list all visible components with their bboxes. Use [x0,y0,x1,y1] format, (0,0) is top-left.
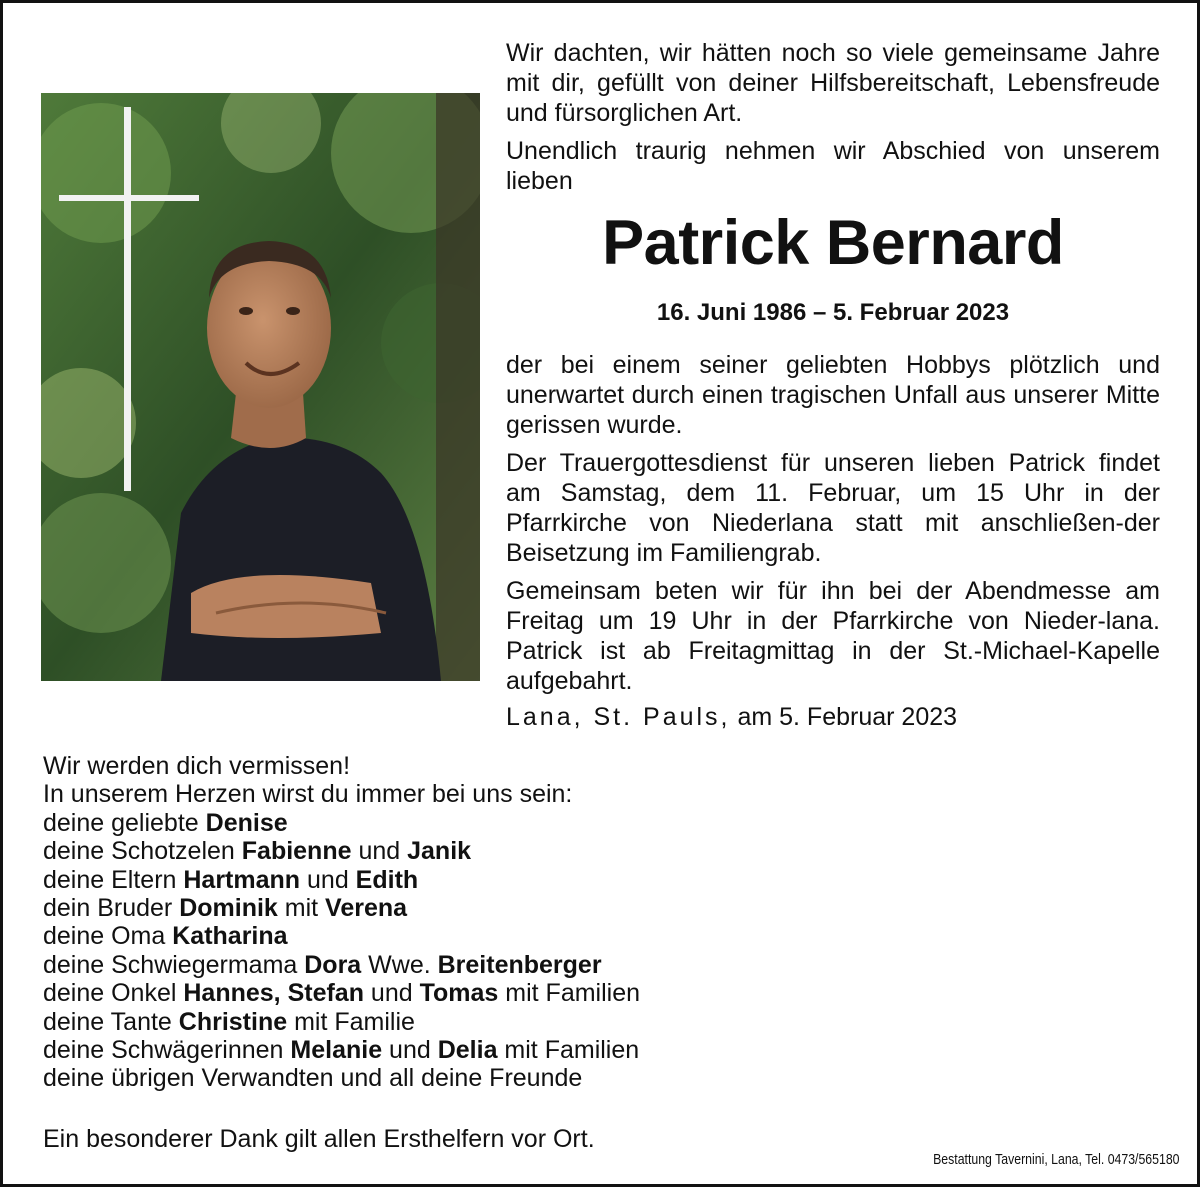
portrait-image [41,93,480,681]
mourner-name: Hartmann [183,865,301,894]
mourner-line [43,1008,1043,1036]
mourner-line [43,922,1043,950]
mourner-line [43,1064,1043,1092]
heart-line: In unserem Herzen wirst du immer bei uns sein: [43,780,573,809]
mourner-name: Katharina [172,922,288,951]
cross-vertical [124,107,131,491]
place-date-text: am 5. Februar 2023 [730,703,958,731]
mourner-line [43,894,1043,922]
body-text [506,350,1160,696]
mourner-line [43,809,1043,837]
mourner-text: mit Familien [498,979,641,1008]
deceased-name: Patrick Bernard [602,208,1064,278]
mourner-text: deine Onkel [43,979,184,1008]
mourner-text: mit Familien [497,1036,640,1065]
mourner-text: deine Schwiegermama [43,950,305,979]
mourner-name: Janik [407,837,472,866]
mourner-name: Verena [325,894,408,923]
farewell-line: Wir werden dich vermissen! [43,752,351,780]
cross-horizontal [59,195,199,201]
thanks-note: Ein besonderer Dank gilt allen Ersthelfern vor Ort. [43,1125,595,1153]
mourner-text: und [300,865,356,894]
mourner-line [43,1036,1043,1064]
mourners-lines [43,809,1043,1093]
place-location: Lana, St. Pauls, [506,703,731,731]
intro-paragraph-1: Wir dachten, wir hätten noch so viele gemeinsame Jahre mit dir, gefüllt von deiner Hilfsbereitschaft, Lebensfreude und fürsorglichen Art. [506,39,1160,127]
mourner-text: mit Familie [287,1007,415,1036]
body-paragraph-3: Gemeinsam beten wir für ihn bei der Abendmesse am Freitag um 19 Uhr in der Pfarrkirche von Nieder-lana. Patrick ist ab Freitagmittag in der St.-Michael-Kapelle aufgebahrt. [506,577,1160,695]
mourner-name: Breitenberger [437,950,602,979]
mourner-line [43,979,1043,1007]
mourner-name: Fabienne [241,837,352,866]
mourner-text: deine Tante [43,1007,179,1036]
mourner-name: Tomas [419,979,499,1008]
mourner-line [43,951,1043,979]
mourner-text: dein Bruder [43,894,180,923]
mourner-text: deine Schotzelen [43,837,242,866]
mourner-text: deine Schwägerinnen [43,1036,291,1065]
mourner-text: deine Oma [43,922,173,951]
intro-paragraph-2: Unendlich traurig nehmen wir Abschied von unserem lieben [506,137,1160,195]
mourner-name: Denise [205,808,288,837]
place-date [506,702,957,732]
mourner-text: und [351,837,408,866]
body-paragraph-1: der bei einem seiner geliebten Hobbys plötzlich und unerwartet durch einen tragischen Unfall aus unserer Mitte gerissen wurde. [506,351,1160,439]
mourner-name: Hannes, Stefan [183,979,364,1008]
mourner-line [43,866,1043,894]
body-paragraph-2: Der Trauergottesdienst für unseren lieben Patrick findet am Samstag, dem 11. Februar, um 15 Uhr in der Pfarrkirche von Niederlana statt mit anschließen-der Beisetzung im Familiengrab. [506,449,1160,567]
undertaker-credit: Bestattung Tavernini, Lana, Tel. 0473/565180 [933,1151,1180,1168]
mourner-name: Christine [178,1007,288,1036]
intro-text [506,38,1160,196]
mourner-text: und [382,1036,438,1065]
mourners-list [43,752,1043,1093]
mourner-text: mit [277,894,326,923]
mourner-line [43,837,1043,865]
mourner-name: Delia [437,1036,498,1065]
life-dates: 16. Juni 1986 – 5. Februar 2023 [656,299,1010,326]
mourner-text: deine übrigen Verwandten und all deine Freunde [43,1064,583,1093]
mourner-name: Melanie [290,1036,383,1065]
mourner-text: deine geliebte [43,808,206,837]
mourner-name: Dominik [179,894,278,923]
mourner-text: deine Eltern [43,865,184,894]
portrait-photo [41,93,480,681]
mourner-text: Wwe. [361,950,438,979]
mourner-text: und [363,979,420,1008]
mourner-name: Dora [304,950,362,979]
mourner-name: Edith [355,865,419,894]
